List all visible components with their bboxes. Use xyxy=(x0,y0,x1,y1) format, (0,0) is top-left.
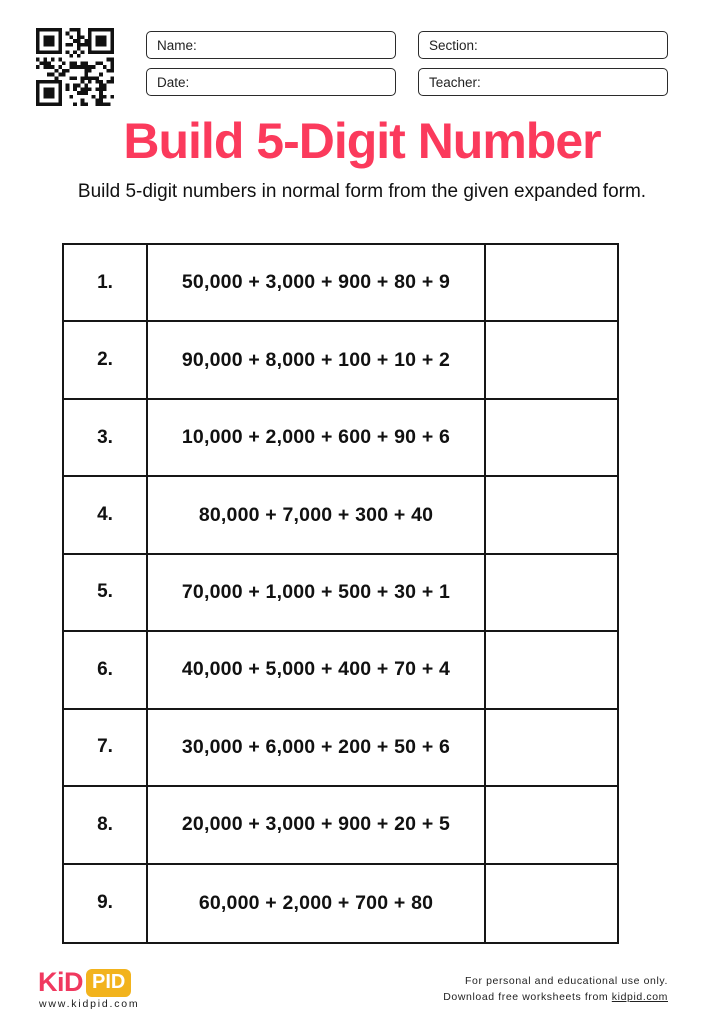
problem-expression: 60,000 + 2,000 + 700 + 80 xyxy=(148,865,486,942)
qr-code-icon xyxy=(35,28,115,106)
problem-number: 4. xyxy=(64,477,148,552)
name-field-label: Name: xyxy=(157,37,197,53)
teacher-field[interactable] xyxy=(418,68,668,96)
problem-number: 6. xyxy=(64,632,148,707)
problem-number: 3. xyxy=(64,400,148,475)
kidpid-logo xyxy=(38,967,131,998)
table-row xyxy=(64,477,617,554)
answer-cell[interactable] xyxy=(486,787,617,862)
table-row xyxy=(64,245,617,322)
footer-note-line1: For personal and educational use only. xyxy=(465,975,668,987)
answer-cell[interactable] xyxy=(486,400,617,475)
answer-cell[interactable] xyxy=(486,245,617,320)
problem-expression: 90,000 + 8,000 + 100 + 10 + 2 xyxy=(148,322,486,397)
logo-kid-text: KiD xyxy=(38,967,83,997)
problem-expression: 80,000 + 7,000 + 300 + 40 xyxy=(148,477,486,552)
problem-expression: 10,000 + 2,000 + 600 + 90 + 6 xyxy=(148,400,486,475)
problem-expression: 20,000 + 3,000 + 900 + 20 + 5 xyxy=(148,787,486,862)
section-field-label: Section: xyxy=(429,37,478,53)
answer-cell[interactable] xyxy=(486,865,617,942)
table-row xyxy=(64,632,617,709)
kidpid-link[interactable]: kidpid.com xyxy=(611,991,668,1004)
problem-number: 1. xyxy=(64,245,148,320)
teacher-field-label: Teacher: xyxy=(429,74,481,90)
date-field-label: Date: xyxy=(157,74,190,90)
page-title: Build 5-Digit Number xyxy=(123,113,601,169)
problem-expression: 70,000 + 1,000 + 500 + 30 + 1 xyxy=(148,555,486,630)
table-row xyxy=(64,400,617,477)
problem-number: 7. xyxy=(64,710,148,785)
header-fields xyxy=(146,31,668,96)
table-row xyxy=(64,555,617,632)
table-row xyxy=(64,322,617,399)
answer-cell[interactable] xyxy=(486,632,617,707)
footer-note-line2 xyxy=(443,989,668,1005)
table-row xyxy=(64,865,617,942)
answer-cell[interactable] xyxy=(486,477,617,552)
date-field[interactable] xyxy=(146,68,396,96)
answer-cell[interactable] xyxy=(486,322,617,397)
problem-number: 8. xyxy=(64,787,148,862)
table-row xyxy=(64,710,617,787)
problem-number: 5. xyxy=(64,555,148,630)
problem-expression: 50,000 + 3,000 + 900 + 80 + 9 xyxy=(148,245,486,320)
section-field[interactable] xyxy=(418,31,668,59)
logo-pid-badge: PID xyxy=(86,969,131,997)
problems-table xyxy=(62,243,619,944)
table-row xyxy=(64,787,617,864)
logo-website-text: www.kidpid.com xyxy=(39,998,140,1010)
problem-expression: 30,000 + 6,000 + 200 + 50 + 6 xyxy=(148,710,486,785)
problem-number: 9. xyxy=(64,865,148,942)
answer-cell[interactable] xyxy=(486,555,617,630)
footer-note xyxy=(443,973,668,1006)
problem-expression: 40,000 + 5,000 + 400 + 70 + 4 xyxy=(148,632,486,707)
problem-number: 2. xyxy=(64,322,148,397)
answer-cell[interactable] xyxy=(486,710,617,785)
name-field[interactable] xyxy=(146,31,396,59)
footer-note-line2-prefix: Download free worksheets from xyxy=(443,991,612,1004)
instructions-text: Build 5-digit numbers in normal form from the given expanded form. xyxy=(77,181,647,202)
